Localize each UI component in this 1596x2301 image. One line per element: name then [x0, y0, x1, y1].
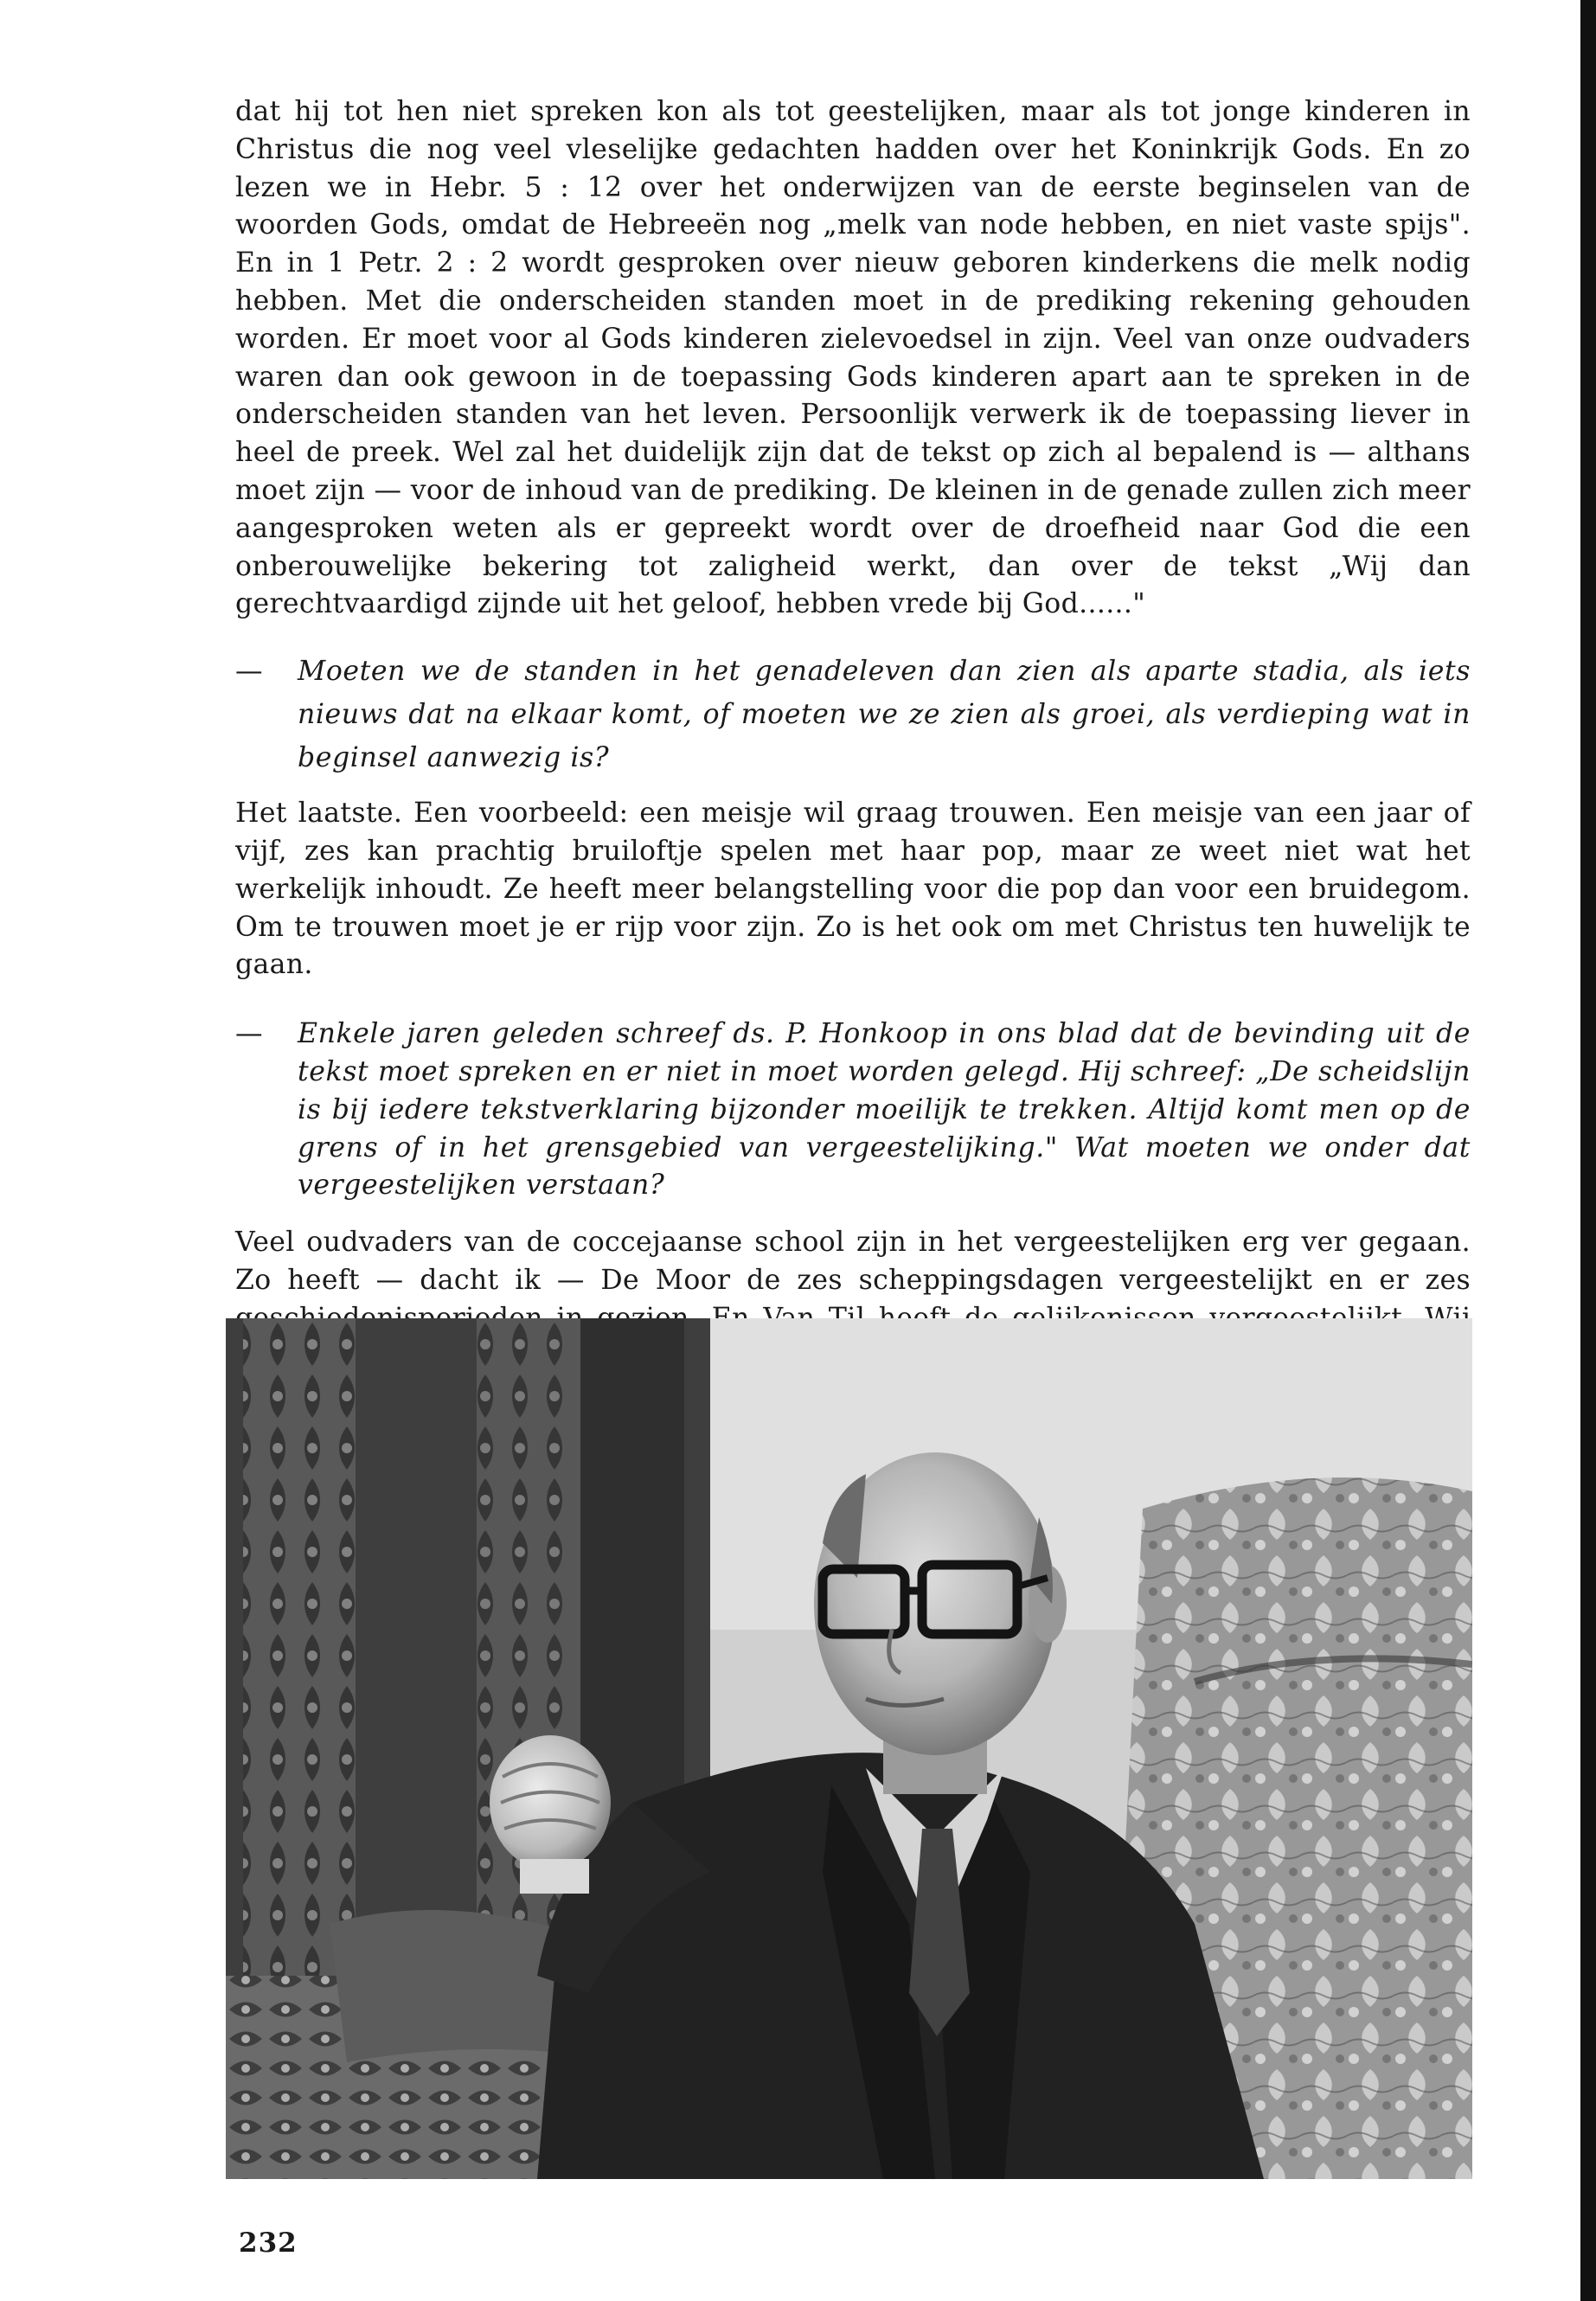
- paragraph-answer-voorbeeld: Het laatste. Een voorbeeld: een meisje wil graag trouwen. Een meisje van een jaar of vijf, zes kan prachtig bruiloftje spelen met haar pop, maar ze weet niet wat het werkelijk inhoudt. Ze heeft meer belangstelling voor die pop dan voor een bruidegom. Om te trouwen moet je er rijp voor zijn. Zo is het ook om met Christus ten huwelijk te gaan.: [235, 798, 1471, 981]
- portrait-photo: [226, 1318, 1472, 2179]
- article-text-column: [235, 93, 1471, 1490]
- question-dash: —: [235, 1018, 264, 1050]
- question-text: Moeten we de standen in het genadeleven dan zien als aparte stadia, als iets nieuws dat na elkaar komt, of moeten we ze zien als groei, als verdieping wat in beginsel aanwezig is?: [298, 656, 1471, 774]
- paragraph-standen-prediking: dat hij tot hen niet spreken kon als tot geestelijken, maar als tot jonge kinderen in Christus die nog veel vleselijke gedachten hadden over het Koninkrijk Gods. En zo lezen we in Hebr. 5 : 12 over het onderwijzen van de eerste beginselen van de woorden Gods, omdat de Hebreeën nog „melk van node hebben, en niet vaste spijs". En in 1 Petr. 2 : 2 wordt gesproken over nieuw geboren kinderkens die melk nodig hebben. Met die onderscheiden standen moet in de prediking rekening gehouden worden. Er moet voor al Gods kinderen zielevoedsel in zijn. Veel van onze oudvaders waren dan ook gewoon in de toepassing Gods kinderen apart aan te spreken in de onderscheiden standen van het leven. Persoonlijk verwerk ik de toepassing liever in heel de preek. Wel zal het duidelijk zijn dat de tekst op zich al bepalend is — althans moet zijn — voor de inhoud van de prediking. De kleinen in de genade zullen zich meer aangesproken weten als er gepreekt wordt over de droefheid naar God die een onberouwelijke bekering tot zaligheid werkt, dan over de tekst „Wij dan gerechtvaardigd zijnde uit het geloof, hebben vrede bij God......": [235, 96, 1471, 620]
- question-dash: —: [235, 656, 264, 688]
- question-text: Enkele jaren geleden schreef ds. P. Honkoop in ons blad dat de bevinding uit de tekst moet spreken en er niet in moet worden gelegd. Hij schreef: „De scheidslijn is bij iedere tekstverklaring bijzonder moeilijk te trekken. Altijd komt men op de grens of in het grensgebied van vergeestelijking." Wat moeten we onder dat vergeestelijken verstaan?: [298, 1018, 1471, 1202]
- interview-question-vergeestelijking: [235, 1016, 1471, 1205]
- page-edge-bar: [1580, 0, 1596, 2301]
- page-number: 232: [239, 2227, 298, 2259]
- photo-illustration: [226, 1318, 1472, 2179]
- paragraph-answer-oudvaders: Veel oudvaders van de coccejaanse school zijn in het vergeestelijken erg ver gegaan. Zo heeft — dacht ik — De Moor de zes scheppingsdagen vergeestelijkt en er zes: [235, 1227, 1471, 1296]
- interview-question-genadeleven: [235, 650, 1471, 779]
